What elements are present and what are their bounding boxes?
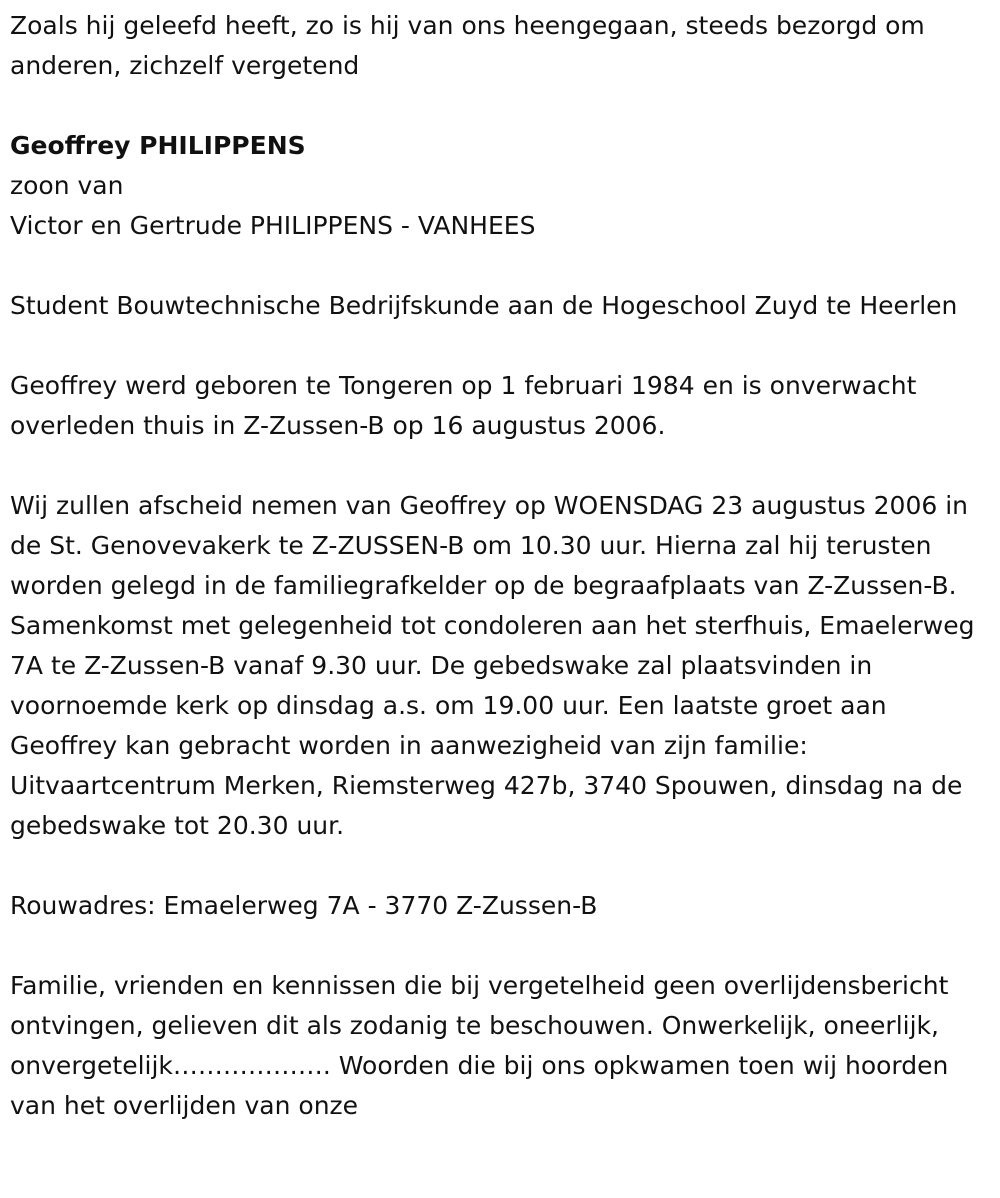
obituary-document [10, 0, 995, 1126]
relation-line: zoon van [10, 171, 124, 200]
ceremony-paragraph: Wij zullen afscheid nemen van Geoffrey op WOENSDAG 23 augustus 2006 in de St. Genovevakerk te Z-ZUSSEN-B om 10.30 uur. Hierna zal hij terusten worden gelegd in de familiegrafkelder op de begraafplaats van Z-Zussen-B. Samenkomst met gelegenheid tot condoleren aan het sterfhuis, Emaelerweg 7A te Z-Zussen-B vanaf 9.30 uur. De gebedswake zal plaatsvinden in voornoemde kerk op dinsdag a.s. om 19.00 uur. Een laatste groet aan Geoffrey kan gebracht worden in aanwezigheid van zijn familie: Uitvaartcentrum Merken, Riemsterweg 427b, 3740 Spouwen, dinsdag na de gebedswake tot 20.30 uur. [10, 491, 975, 840]
study-paragraph: Student Bouwtechnische Bedrijfskunde aan de Hogeschool Zuyd te Heerlen [10, 291, 958, 320]
parents-line: Victor en Gertrude PHILIPPENS - VANHEES [10, 211, 536, 240]
intro-paragraph: Zoals hij geleefd heeft, zo is hij van ons heengegaan, steeds bezorgd om anderen, zichzelf vergetend [10, 11, 925, 80]
address-line: Rouwadres: Emaelerweg 7A - 3770 Z-Zussen-B [10, 891, 598, 920]
birth-death-paragraph: Geoffrey werd geboren te Tongeren op 1 februari 1984 en is onverwacht overleden thuis in Z-Zussen-B op 16 augustus 2006. [10, 371, 917, 440]
closing-paragraph: Familie, vrienden en kennissen die bij vergetelheid geen overlijdensbericht ontvingen, gelieven dit als zodanig te beschouwen. Onwerkelijk, oneerlijk, onvergetelijk………………. Woorden die bij ons opkwamen toen wij hoorden van het overlijden van onze [10, 971, 949, 1120]
deceased-name: Geoffrey PHILIPPENS [10, 131, 306, 160]
